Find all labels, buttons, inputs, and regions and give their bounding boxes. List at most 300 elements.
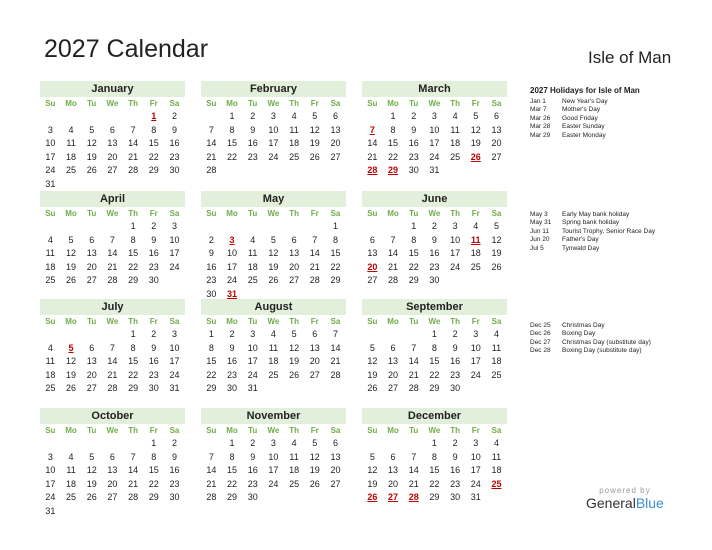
- day-cell: 9: [171, 451, 177, 462]
- day-cell: 25: [66, 492, 77, 503]
- weekday-label: Mo: [226, 209, 238, 218]
- day-cell: 8: [130, 342, 136, 353]
- empty-day-cell: [61, 505, 82, 519]
- day-cell: 21: [309, 261, 320, 272]
- week-row: [40, 505, 185, 519]
- weekday-label: Fr: [149, 317, 158, 326]
- day-cell: 17: [268, 138, 279, 149]
- week-row: [40, 151, 185, 165]
- day-cell: 19: [367, 369, 378, 380]
- day-cell: 29: [128, 383, 139, 394]
- day-cell: 24: [429, 151, 440, 162]
- week-row: [201, 382, 346, 396]
- empty-day-cell: [61, 220, 82, 234]
- day-cell: 6: [332, 111, 338, 121]
- holiday-name: Easter Sunday: [562, 123, 605, 131]
- week-row: [40, 234, 185, 248]
- day-cell: 6: [390, 451, 396, 462]
- day-cell: 10: [268, 451, 279, 462]
- day-cell: 6: [89, 234, 95, 245]
- weekday-label: Tu: [248, 209, 258, 218]
- day-cell: 20: [330, 465, 341, 476]
- weekday-label: Sa: [491, 426, 502, 435]
- empty-day-cell: [284, 382, 305, 396]
- day-cell: 9: [411, 124, 417, 135]
- week-row: [362, 355, 507, 369]
- day-cell: 24: [470, 369, 481, 380]
- weekday-label: Fr: [471, 209, 480, 218]
- day-cell: 5: [291, 329, 297, 339]
- day-cell: 13: [107, 138, 118, 149]
- week-row: [362, 451, 507, 465]
- day-cell: 25: [491, 478, 502, 489]
- day-cell: 16: [169, 138, 180, 149]
- day-cell: 13: [86, 248, 97, 259]
- day-cell: 1: [390, 111, 396, 121]
- empty-day-cell: [445, 164, 466, 178]
- day-cell: 20: [367, 261, 378, 272]
- holiday-name: Easter Monday: [562, 131, 606, 139]
- day-cell: 1: [130, 329, 136, 339]
- day-cell: 21: [107, 261, 118, 272]
- holiday-entry: [530, 347, 708, 355]
- day-cell: 19: [86, 478, 97, 489]
- month-name: June: [362, 191, 507, 207]
- day-cell: 7: [390, 234, 396, 245]
- holiday-date: Dec 25: [530, 322, 551, 329]
- week-row: [40, 382, 185, 396]
- month-name: October: [40, 408, 185, 424]
- day-cell: 14: [367, 138, 378, 149]
- holiday-entry: [530, 330, 708, 338]
- holiday-name: Father's Day: [562, 236, 599, 244]
- weekday-label: We: [267, 99, 280, 108]
- weekday-label: We: [428, 317, 441, 326]
- month-name: April: [40, 191, 185, 207]
- weekday-label: Mo: [387, 99, 399, 108]
- day-cell: 21: [206, 478, 217, 489]
- week-row: [201, 464, 346, 478]
- day-cell: 8: [431, 342, 437, 353]
- weekday-label: Fr: [471, 317, 480, 326]
- day-cell: 12: [309, 451, 320, 462]
- month-july: [40, 299, 185, 396]
- day-cell: 29: [148, 492, 159, 503]
- day-cell: 6: [312, 329, 318, 339]
- weekday-label: Th: [128, 426, 138, 435]
- weekday-header: [201, 424, 346, 437]
- day-cell: 24: [45, 492, 56, 503]
- day-cell: 19: [470, 138, 481, 149]
- day-cell: 15: [227, 465, 238, 476]
- day-cell: 3: [473, 438, 479, 448]
- weekday-label: Mo: [387, 426, 399, 435]
- empty-day-cell: [102, 178, 123, 192]
- month-june: [362, 191, 507, 288]
- weekday-label: Fr: [310, 317, 319, 326]
- day-cell: 20: [491, 138, 502, 149]
- day-cell: 12: [86, 465, 97, 476]
- week-row: [362, 124, 507, 138]
- week-row: [201, 234, 346, 248]
- weekday-label: Fr: [471, 99, 480, 108]
- day-cell: 11: [471, 234, 481, 245]
- day-cell: 14: [128, 465, 139, 476]
- week-row: [40, 261, 185, 275]
- day-cell: 30: [408, 165, 419, 176]
- day-cell: 11: [491, 451, 502, 462]
- month-october: [40, 408, 185, 519]
- day-cell: 29: [227, 492, 238, 503]
- day-cell: 5: [473, 111, 479, 121]
- week-row: [40, 491, 185, 505]
- empty-day-cell: [123, 110, 144, 124]
- weekday-label: Tu: [87, 209, 97, 218]
- day-cell: 27: [107, 492, 118, 503]
- day-cell: 7: [312, 234, 318, 245]
- weekday-label: Mo: [65, 209, 77, 218]
- day-cell: 9: [452, 451, 458, 462]
- weekday-label: Sa: [491, 209, 502, 218]
- day-cell: 26: [470, 151, 481, 162]
- empty-day-cell: [81, 328, 102, 342]
- day-cell: 18: [268, 356, 279, 367]
- day-cell: 15: [429, 465, 440, 476]
- day-cell: 30: [429, 275, 440, 286]
- day-cell: 10: [268, 124, 279, 135]
- day-cell: 7: [411, 451, 417, 462]
- empty-day-cell: [465, 382, 486, 396]
- weekday-label: Sa: [491, 317, 502, 326]
- day-cell: 4: [291, 111, 297, 121]
- week-row: [362, 151, 507, 165]
- empty-day-cell: [81, 437, 102, 451]
- day-cell: 29: [330, 275, 341, 286]
- weekday-label: Th: [289, 99, 299, 108]
- day-cell: 9: [171, 124, 177, 135]
- empty-day-cell: [81, 178, 102, 192]
- day-cell: 22: [206, 369, 217, 380]
- day-cell: 19: [367, 478, 378, 489]
- day-cell: 14: [107, 356, 118, 367]
- day-cell: 12: [367, 356, 378, 367]
- day-cell: 2: [250, 438, 256, 448]
- week-row: [201, 220, 346, 234]
- day-cell: 3: [171, 221, 177, 231]
- weekday-label: Mo: [226, 99, 238, 108]
- day-cell: 8: [208, 342, 214, 353]
- day-cell: 3: [270, 111, 276, 121]
- empty-day-cell: [465, 164, 486, 178]
- weekday-label: Tu: [248, 99, 258, 108]
- empty-day-cell: [263, 491, 284, 505]
- day-cell: 14: [206, 465, 217, 476]
- day-cell: 16: [408, 138, 419, 149]
- day-cell: 15: [227, 138, 238, 149]
- day-cell: 6: [109, 124, 115, 135]
- day-cell: 12: [309, 124, 320, 135]
- week-row: [40, 220, 185, 234]
- day-cell: 15: [408, 248, 419, 259]
- weekday-label: Sa: [330, 426, 341, 435]
- day-cell: 1: [130, 221, 136, 231]
- day-cell: 4: [473, 221, 479, 231]
- day-cell: 28: [206, 492, 217, 503]
- day-cell: 16: [227, 356, 238, 367]
- week-row: [201, 137, 346, 151]
- day-cell: 3: [47, 124, 53, 135]
- day-cell: 1: [431, 329, 437, 339]
- empty-day-cell: [263, 220, 284, 234]
- day-cell: 31: [169, 383, 180, 394]
- day-cell: 15: [148, 465, 159, 476]
- day-cell: 30: [148, 383, 159, 394]
- week-row: [201, 124, 346, 138]
- week-row: [40, 124, 185, 138]
- day-cell: 3: [452, 221, 458, 231]
- day-cell: 30: [148, 275, 159, 286]
- day-cell: 18: [66, 151, 77, 162]
- day-cell: 3: [473, 329, 479, 339]
- weekday-label: Su: [367, 426, 378, 435]
- day-cell: 10: [470, 451, 481, 462]
- day-cell: 27: [491, 151, 502, 162]
- weekday-header: [201, 207, 346, 220]
- week-row: [362, 342, 507, 356]
- weekday-label: Su: [367, 317, 378, 326]
- day-cell: 29: [128, 275, 139, 286]
- month-february: [201, 81, 346, 178]
- day-cell: 14: [107, 248, 118, 259]
- day-cell: 21: [128, 478, 139, 489]
- day-cell: 10: [169, 234, 180, 245]
- weekday-header: [40, 207, 185, 220]
- empty-day-cell: [362, 220, 383, 234]
- week-row: [362, 437, 507, 451]
- empty-day-cell: [362, 328, 383, 342]
- day-cell: 29: [206, 383, 217, 394]
- empty-day-cell: [81, 505, 102, 519]
- day-cell: 9: [208, 248, 214, 259]
- day-cell: 18: [470, 248, 481, 259]
- holiday-date: Mar 7: [530, 106, 547, 114]
- empty-day-cell: [102, 220, 123, 234]
- week-row: [40, 178, 185, 192]
- day-cell: 31: [45, 505, 56, 516]
- empty-day-cell: [40, 220, 61, 234]
- week-row: [201, 437, 346, 451]
- day-cell: 31: [429, 165, 440, 176]
- day-cell: 17: [429, 138, 440, 149]
- day-cell: 14: [408, 356, 419, 367]
- day-cell: 3: [270, 438, 276, 448]
- day-cell: 20: [388, 369, 399, 380]
- day-cell: 22: [408, 261, 419, 272]
- day-cell: 23: [450, 369, 461, 380]
- day-cell: 23: [450, 478, 461, 489]
- month-name: February: [201, 81, 346, 97]
- day-cell: 6: [89, 342, 95, 353]
- weekday-label: Sa: [169, 426, 180, 435]
- weekday-label: We: [106, 99, 119, 108]
- week-row: [201, 151, 346, 165]
- empty-day-cell: [304, 164, 325, 178]
- day-cell: 28: [128, 492, 139, 503]
- day-cell: 5: [68, 342, 74, 353]
- day-cell: 15: [388, 138, 399, 149]
- day-cell: 2: [411, 111, 417, 121]
- day-cell: 31: [227, 288, 238, 299]
- day-cell: 5: [68, 234, 74, 245]
- day-cell: 24: [169, 369, 180, 380]
- day-cell: 15: [148, 138, 159, 149]
- day-cell: 19: [309, 465, 320, 476]
- holiday-entry: [530, 236, 708, 244]
- empty-day-cell: [284, 491, 305, 505]
- day-cell: 16: [247, 465, 258, 476]
- day-cell: 13: [388, 356, 399, 367]
- weekday-label: Fr: [310, 426, 319, 435]
- weekday-label: Th: [450, 317, 460, 326]
- week-row: [362, 137, 507, 151]
- day-cell: 9: [431, 234, 437, 245]
- day-cell: 27: [309, 369, 320, 380]
- day-cell: 25: [491, 369, 502, 380]
- day-cell: 16: [450, 465, 461, 476]
- holiday-entry: [530, 339, 708, 347]
- day-cell: 18: [289, 138, 300, 149]
- day-cell: 2: [151, 329, 157, 339]
- day-cell: 17: [169, 356, 180, 367]
- day-cell: 25: [45, 275, 56, 286]
- day-cell: 24: [45, 165, 56, 176]
- weekday-label: Sa: [169, 317, 180, 326]
- day-cell: 28: [107, 275, 118, 286]
- day-cell: 21: [330, 356, 341, 367]
- day-cell: 18: [289, 465, 300, 476]
- weekday-label: We: [106, 426, 119, 435]
- day-cell: 9: [151, 342, 157, 353]
- day-cell: 16: [169, 465, 180, 476]
- day-cell: 22: [227, 478, 238, 489]
- week-row: [40, 369, 185, 383]
- day-cell: 1: [208, 329, 214, 339]
- weekday-header: [40, 315, 185, 328]
- day-cell: 1: [151, 111, 157, 121]
- weekday-label: We: [428, 209, 441, 218]
- day-cell: 7: [332, 329, 338, 339]
- day-cell: 18: [66, 478, 77, 489]
- weekday-label: Mo: [226, 317, 238, 326]
- empty-day-cell: [40, 328, 61, 342]
- day-cell: 2: [208, 234, 214, 245]
- month-name: September: [362, 299, 507, 315]
- weekday-header: [362, 97, 507, 110]
- weekday-label: Sa: [169, 99, 180, 108]
- day-cell: 4: [47, 342, 53, 353]
- day-cell: 24: [470, 478, 481, 489]
- day-cell: 15: [128, 356, 139, 367]
- day-cell: 17: [470, 465, 481, 476]
- week-row: [201, 355, 346, 369]
- empty-day-cell: [304, 220, 325, 234]
- day-cell: 23: [148, 261, 159, 272]
- day-cell: 7: [130, 451, 136, 462]
- day-cell: 4: [68, 124, 74, 135]
- week-row: [201, 491, 346, 505]
- day-cell: 26: [491, 261, 502, 272]
- day-cell: 20: [388, 478, 399, 489]
- day-cell: 26: [367, 492, 378, 503]
- empty-day-cell: [102, 437, 123, 451]
- day-cell: 21: [388, 261, 399, 272]
- day-cell: 18: [247, 261, 258, 272]
- day-cell: 7: [109, 342, 115, 353]
- weekday-label: Fr: [310, 99, 319, 108]
- empty-day-cell: [123, 437, 144, 451]
- empty-day-cell: [201, 110, 222, 124]
- week-row: [201, 110, 346, 124]
- weekday-label: We: [267, 209, 280, 218]
- week-row: [362, 369, 507, 383]
- empty-day-cell: [325, 491, 346, 505]
- day-cell: 11: [289, 451, 299, 462]
- empty-day-cell: [465, 274, 486, 288]
- month-march: [362, 81, 507, 178]
- day-cell: 30: [227, 383, 238, 394]
- day-cell: 1: [332, 221, 338, 231]
- holiday-date: Dec 26: [530, 330, 551, 338]
- day-cell: 12: [66, 248, 77, 259]
- week-row: [40, 355, 185, 369]
- empty-day-cell: [222, 164, 243, 178]
- day-cell: 2: [171, 111, 177, 121]
- day-cell: 4: [291, 438, 297, 448]
- day-cell: 22: [429, 478, 440, 489]
- day-cell: 24: [169, 261, 180, 272]
- day-cell: 26: [309, 151, 320, 162]
- empty-day-cell: [102, 505, 123, 519]
- week-row: [201, 342, 346, 356]
- day-cell: 2: [452, 438, 458, 448]
- day-cell: 7: [208, 451, 214, 462]
- week-row: [362, 382, 507, 396]
- day-cell: 25: [66, 165, 77, 176]
- day-cell: 30: [206, 288, 217, 299]
- day-cell: 4: [47, 234, 53, 245]
- weekday-label: Th: [450, 426, 460, 435]
- day-cell: 23: [247, 151, 258, 162]
- day-cell: 11: [491, 342, 502, 353]
- day-cell: 24: [227, 275, 238, 286]
- week-row: [40, 247, 185, 261]
- day-cell: 22: [330, 261, 341, 272]
- weekday-label: We: [267, 426, 280, 435]
- day-cell: 22: [227, 151, 238, 162]
- day-cell: 23: [429, 261, 440, 272]
- day-cell: 29: [388, 165, 399, 176]
- day-cell: 26: [268, 275, 279, 286]
- day-cell: 23: [206, 275, 217, 286]
- day-cell: 10: [45, 138, 56, 149]
- day-cell: 25: [247, 275, 258, 286]
- weekday-label: Fr: [149, 426, 158, 435]
- week-row: [362, 164, 507, 178]
- day-cell: 5: [312, 438, 318, 448]
- weekday-label: Th: [450, 209, 460, 218]
- day-cell: 26: [66, 383, 77, 394]
- day-cell: 30: [169, 492, 180, 503]
